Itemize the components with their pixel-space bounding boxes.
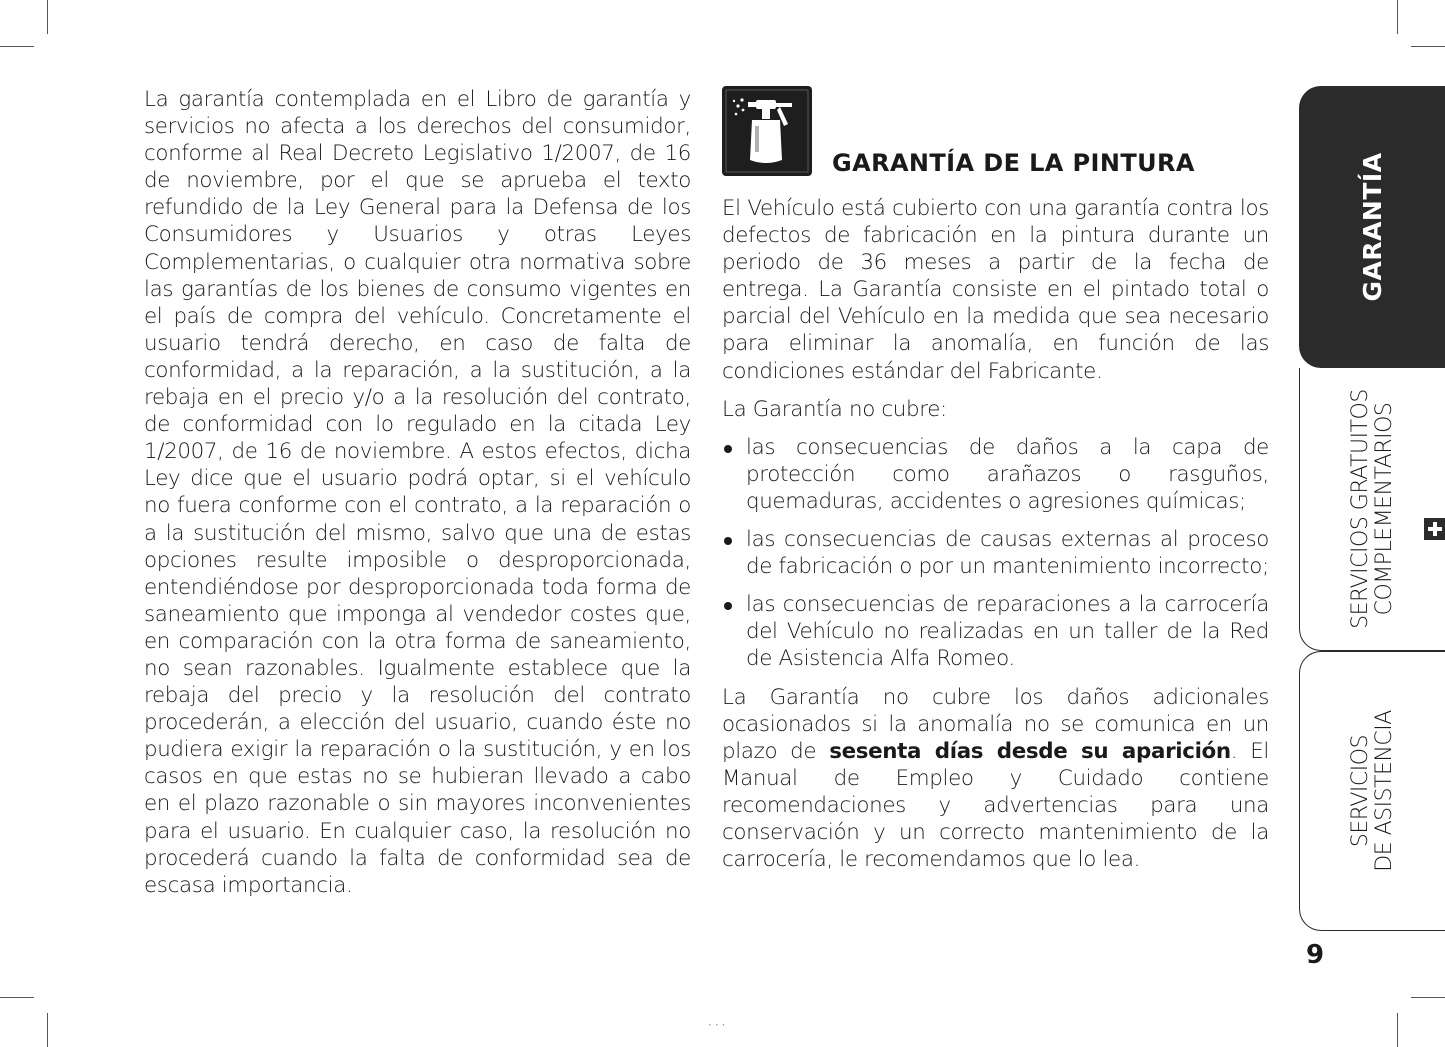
crop-mark [47,1013,48,1047]
tab-label-line: DE ASISTENCIA [1371,710,1397,872]
legal-paragraph: La garantía contemplada en el Libro de garantía y servicios no afecta a los derechos del consumidor, conforme al Real Decreto Legislativo 1/2007, de 16 de noviembre, por el que se aprueba el texto refundido de la Ley General para la Defensa de los Consumidores y Usuarios y otras Leyes Complementarias, o cualquier otra normativa sobre las garantías de los bienes de consumo vigentes en el país de compra del vehículo. Concretamente el usuario tendrá derecho, en caso de falta de conformidad, a la reparación, a la sustitución, a la rebaja en el precio y/o a la resolución del contrato, de conformidad con lo regulado en la citada Ley 1/2007, de 16 de noviembre. A estos efectos, dicha Ley dice que el usuario podrá optar, si el vehículo no fuera conforme con el contrato, a la reparación o a la sustitución del mismo, salvo que una de estas opciones resulte imposible o desproporcionada, entendiéndose por desproporcionada toda forma de saneamiento que imponga al vendedor costes que, en comparación con la otra forma de saneamiento, no sean razonables. Igualmente establece que la rebaja del precio y la resolución del contrato procederán, a elección del usuario, cuando éste no pudiera exigir la reparación o la sustitución, y en los casos en que estas no se hubieran llevado a cabo en el plazo razonable o sin mayores inconvenientes para el usuario. En cualquier caso, la resolución no procederá cuando la falta de conformidad sea de escasa importancia. [144,87,691,898]
list-item: las consecuencias de daños a la capa de protección como arañazos o rasguños, quemaduras, accidentes o agresiones químicas; [722,434,1269,515]
footer-dots: ··· [708,1018,729,1032]
tab-label-line: SERVICIOS GRATUITOS [1347,389,1373,629]
closing-paragraph [722,684,1269,874]
page-number: 9 [1306,940,1325,970]
crop-mark [47,0,48,34]
plus-icon [1424,518,1445,540]
spray-gun-icon [722,86,812,176]
section-header [722,86,1269,195]
section-heading: GARANTÍA DE LA PINTURA [832,149,1195,177]
list-item: las consecuencias de reparaciones a la carrocería del Vehículo no realizadas en un taller de la Red de Asistencia Alfa Romeo. [722,591,1269,672]
closing-text-start: La Garantía no cubre los daños adicionales ocasionados si la anomalía no se comunica en un plazo de [722,684,1269,764]
tab-servicios-asistencia[interactable] [1299,651,1445,931]
closing-text-end: . El Manual de Empleo y Cuidado contiene recomendaciones y advertencias para una conservación y un correcto mantenimiento de la carrocería, le recomendamos que lo lea. [722,738,1269,873]
crop-mark [1411,46,1445,47]
crop-mark [1411,997,1445,998]
crop-mark [1397,0,1398,34]
left-column [144,86,691,899]
tab-label [1349,710,1397,872]
tab-garantia[interactable] [1299,86,1445,368]
intro-paragraph: El Vehículo está cubierto con una garantía contra los defectos de fabricación en la pintura durante un periodo de 36 meses a partir de la fecha de entrega. La Garantía consiste en el pintado total o parcial del Vehículo en la medida que sea necesario para eliminar la anomalía, en función de las condiciones estándar del Fabricante. [722,196,1269,384]
crop-mark [0,997,34,998]
not-covered-label: La Garantía no cubre: [722,396,947,422]
tab-label [1349,389,1397,629]
crop-mark [1397,1013,1398,1047]
not-covered-list [722,434,1269,673]
tab-label: GARANTÍA [1357,152,1387,302]
tab-label-line: SERVICIOS [1347,734,1373,848]
list-item: las consecuencias de causas externas al proceso de fabricación o por un mantenimiento incorrecto; [722,526,1269,580]
crop-mark [0,46,34,47]
closing-text-bold: sesenta días desde su aparición [829,738,1231,764]
tab-label-line: COMPLEMENTARIOS [1371,402,1397,616]
tab-servicios-gratuitos[interactable] [1299,368,1445,651]
right-column [722,86,1269,873]
